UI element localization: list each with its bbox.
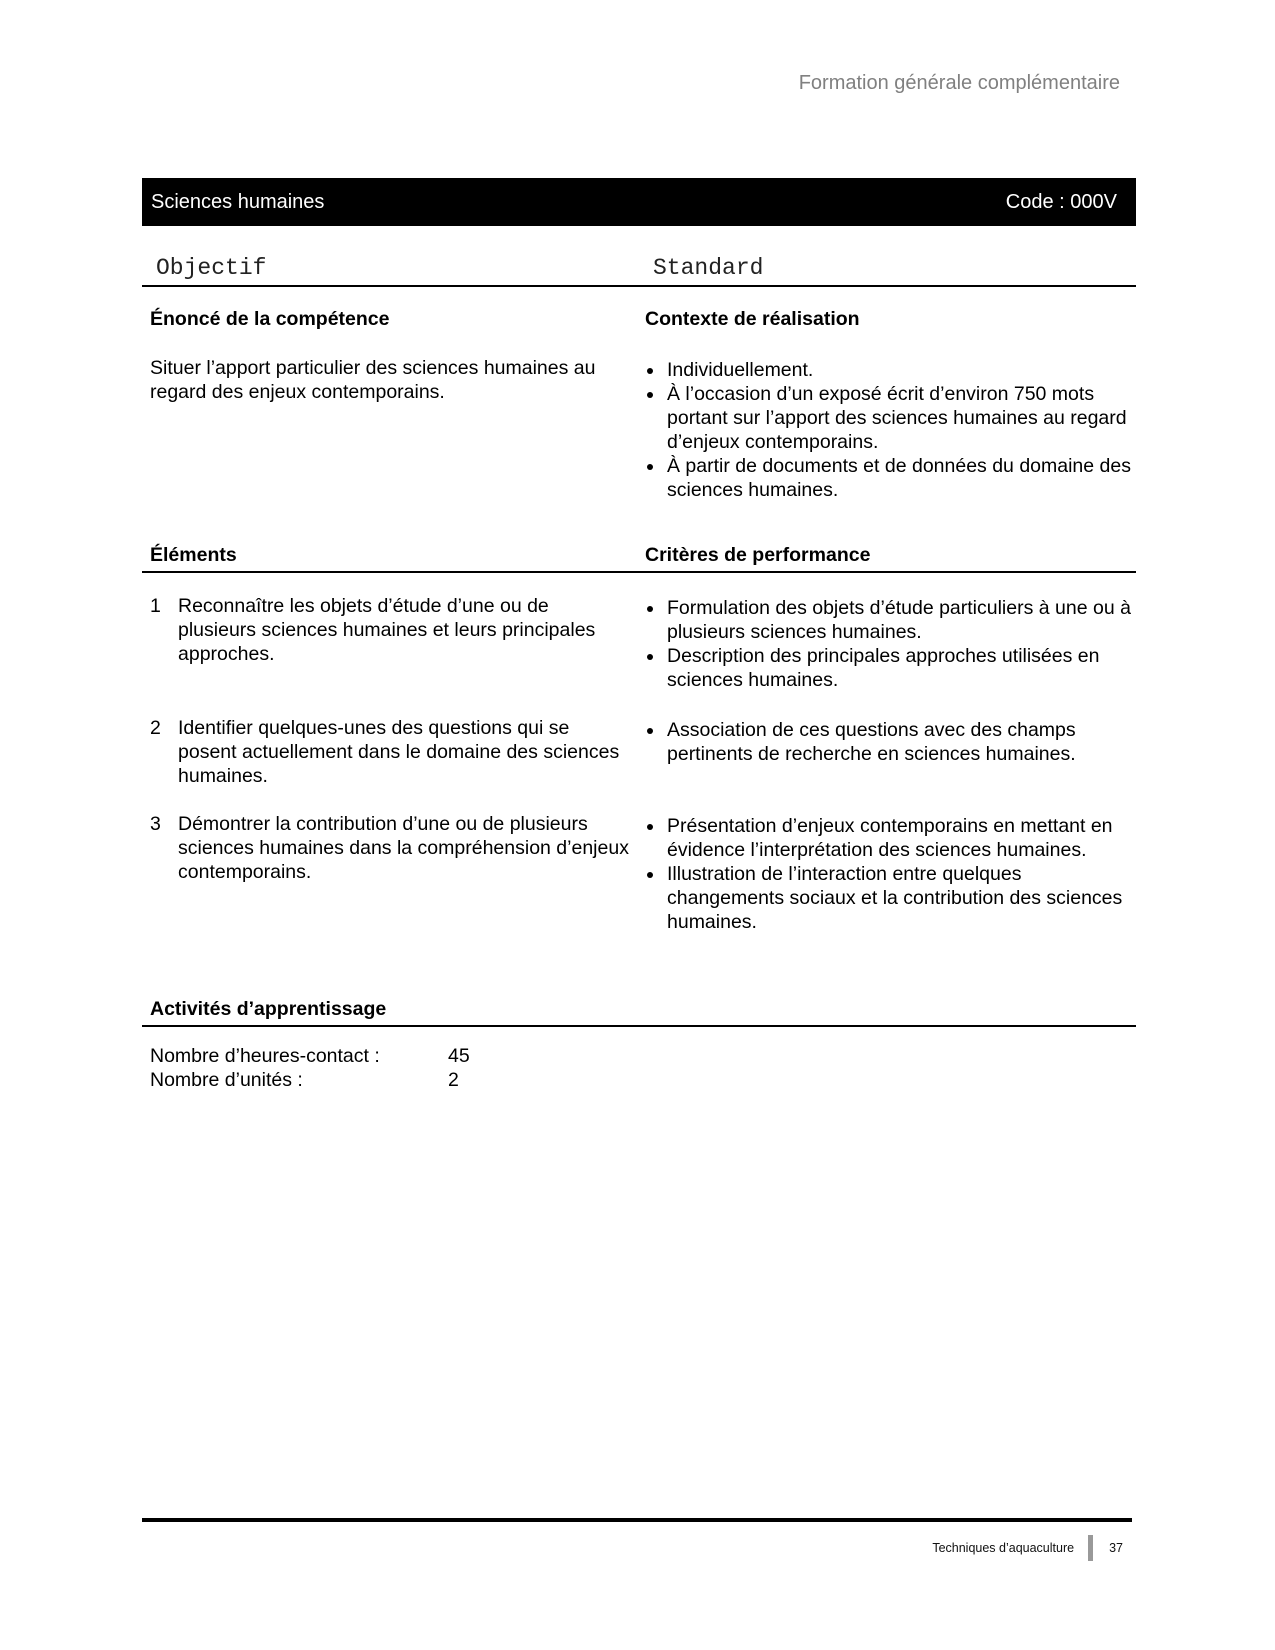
hours-value: 45 bbox=[448, 1045, 470, 1067]
contexte-heading: Contexte de réalisation bbox=[645, 308, 860, 330]
activites-heading: Activités d’apprentissage bbox=[150, 998, 387, 1020]
course-title: Sciences humaines bbox=[151, 190, 325, 213]
list-item: À partir de documents et de données du domaine des sciences humaines. bbox=[645, 454, 1135, 502]
footer-program: Techniques d’aquaculture bbox=[932, 1541, 1075, 1555]
list-item: Individuellement. bbox=[645, 358, 1135, 382]
objectif-header: Objectif bbox=[156, 255, 267, 281]
list-item: Association de ces questions avec des champs pertinents de recherche en sciences humaines. bbox=[645, 718, 1135, 766]
element-1 bbox=[150, 594, 630, 666]
standard-header: Standard bbox=[653, 255, 764, 281]
units-label: Nombre d’unités : bbox=[150, 1069, 303, 1091]
contexte-list-wrap bbox=[645, 358, 1135, 502]
course-code: Code : 000V bbox=[1005, 190, 1117, 213]
contexte-list bbox=[645, 358, 1135, 502]
element-3 bbox=[150, 812, 630, 884]
list-item: Description des principales approches utilisées en sciences humaines. bbox=[645, 644, 1135, 692]
course-title-bar bbox=[142, 178, 1136, 226]
list-item: Formulation des objets d’étude particuliers à une ou à plusieurs sciences humaines. bbox=[645, 596, 1135, 644]
list-item: À l’occasion d’un exposé écrit d’environ 750 mots portant sur l’apport des sciences humaines au regard d’enjeux contemporains. bbox=[645, 382, 1135, 454]
footer-separator bbox=[1088, 1535, 1093, 1561]
page-number: 37 bbox=[1109, 1541, 1123, 1555]
page-footer bbox=[932, 1535, 1123, 1561]
list-item: Présentation d’enjeux contemporains en mettant en évidence l’interprétation des sciences humaines. bbox=[645, 814, 1135, 862]
list-item: Illustration de l’interaction entre quelques changements sociaux et la contribution des sciences humaines. bbox=[645, 862, 1135, 934]
element-text: Démontrer la contribution d’une ou de plusieurs sciences humaines dans la compréhension d’enjeux contemporains. bbox=[178, 813, 629, 883]
units-value: 2 bbox=[448, 1069, 459, 1091]
element-2 bbox=[150, 716, 630, 788]
element-number: 1 bbox=[150, 595, 161, 617]
divider bbox=[142, 571, 1136, 573]
element-number: 2 bbox=[150, 717, 161, 739]
hours-label: Nombre d’heures-contact : bbox=[150, 1045, 380, 1067]
element-text: Reconnaître les objets d’étude d’une ou de plusieurs sciences humaines et leurs principales approches. bbox=[178, 595, 596, 665]
element-number: 3 bbox=[150, 813, 161, 835]
criteria-2 bbox=[645, 718, 1135, 766]
criteria-3 bbox=[645, 814, 1135, 934]
elements-heading: Éléments bbox=[150, 544, 237, 566]
competence-text: Situer l’apport particulier des sciences humaines au regard des enjeux contemporains. bbox=[150, 357, 596, 403]
column-headers bbox=[142, 253, 1136, 287]
footer-rule bbox=[142, 1518, 1132, 1522]
element-text: Identifier quelques-unes des questions qui se posent actuellement dans le domaine des sciences humaines. bbox=[178, 717, 620, 787]
criteria-1 bbox=[645, 596, 1135, 692]
criteres-heading: Critères de performance bbox=[645, 544, 871, 566]
running-head: Formation générale complémentaire bbox=[798, 72, 1120, 94]
competence-heading: Énoncé de la compétence bbox=[150, 308, 390, 330]
divider bbox=[142, 1025, 1136, 1027]
hours-block bbox=[150, 1044, 470, 1092]
